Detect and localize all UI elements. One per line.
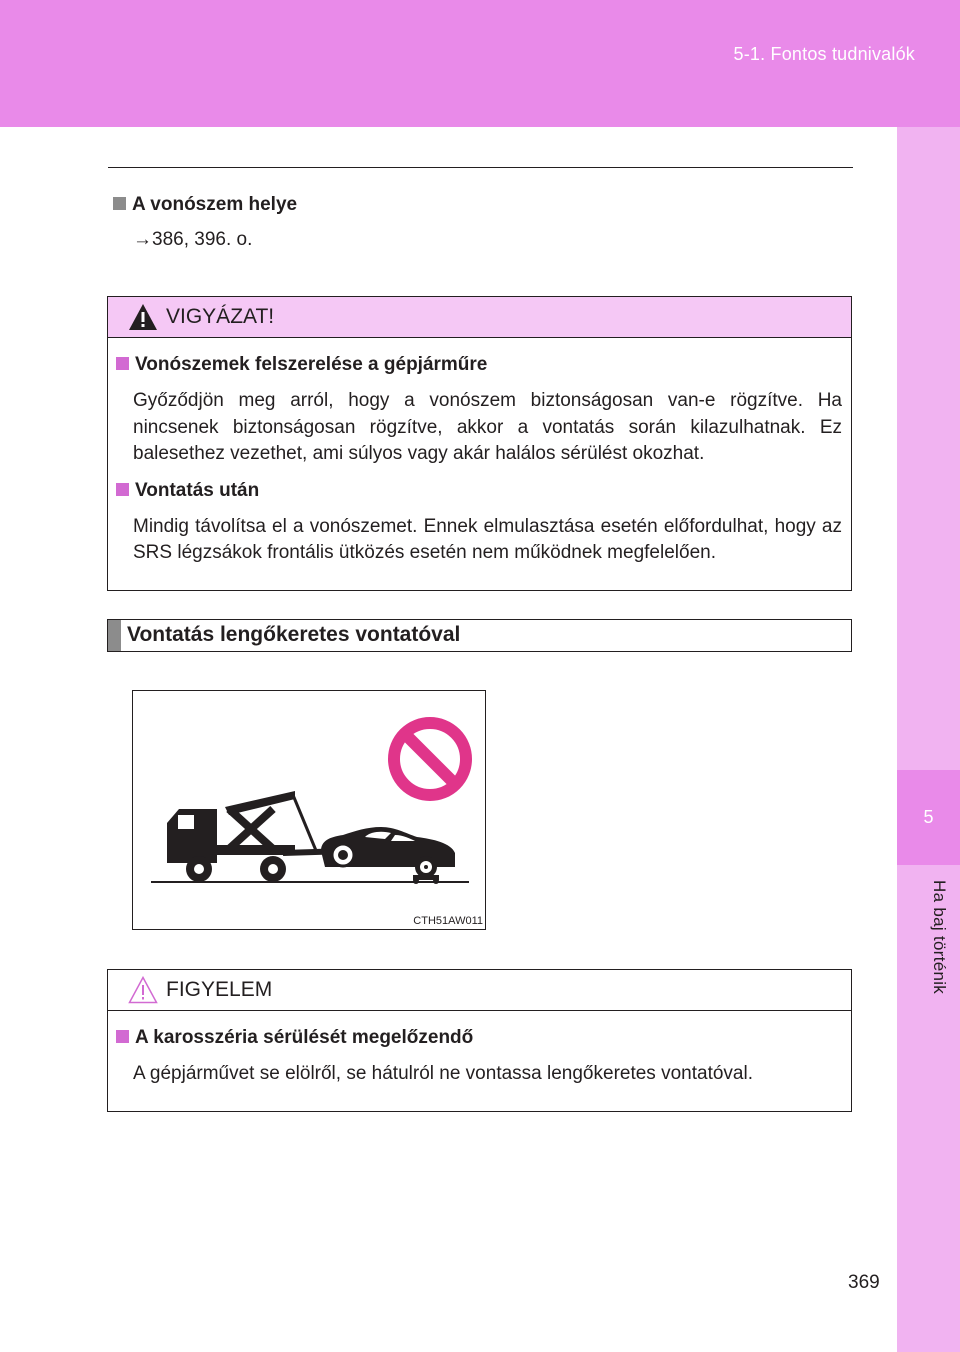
square-bullet-icon: [116, 357, 129, 370]
warning-box: [107, 296, 852, 591]
page-number: 369: [848, 1272, 880, 1293]
figure-code: CTH51AW011: [413, 915, 483, 927]
heading-text: A vonószem helye: [132, 194, 298, 215]
notice-label: FIGYELEM: [166, 978, 273, 1001]
divider: [108, 167, 853, 168]
square-bullet-icon: [116, 483, 129, 496]
tow-truck-illustration: [132, 690, 486, 930]
warning-triangle-icon: [128, 303, 158, 331]
notice-box-body: [108, 1011, 851, 1088]
warning-item-title: Vontatás után: [116, 480, 842, 502]
notice-box-header: [108, 970, 851, 1011]
wheel-lift-towing-prohibited-icon: [133, 691, 485, 929]
notice-item-text: A gépjárművet se elölről, se hátulról ne vontassa lengőkeretes vontatóval.: [133, 1063, 753, 1084]
notice-box: [107, 969, 852, 1112]
caution-triangle-icon: [128, 976, 158, 1004]
side-tab-number[interactable]: 5: [897, 770, 960, 865]
square-bullet-icon: [116, 1030, 129, 1043]
warning-label: VIGYÁZAT!: [166, 305, 275, 328]
warning-box-body: [108, 338, 851, 567]
warning-box-header: [108, 297, 851, 338]
square-bullet-icon: [113, 197, 126, 210]
side-tab: [897, 127, 960, 1352]
section-accent: [108, 620, 121, 651]
warning-item-text: Győződjön meg arról, hogy a vonószem biztonságosan van-e rögzítve. Ha nincsenek biztonságosan rögzítve, akkor a vontatás során kilazulhatnak. Ez balesethez vezethet, ami súlyos vagy akár halálos sérülést okozhat.: [133, 390, 842, 464]
eyelet-location-section: [113, 194, 297, 251]
eyelet-location-heading: [113, 194, 297, 216]
chapter-title: 5-1. Fontos tudnivalók: [733, 44, 915, 64]
side-tab-label: Ha baj történik: [930, 880, 949, 995]
warning-item-title: Vonószemek felszerelése a gépjárműre: [116, 354, 842, 376]
page-reference[interactable]: →386, 396. o.: [133, 229, 253, 250]
section-heading-bar: [107, 619, 852, 652]
section-heading: Vontatás lengőkeretes vontatóval: [127, 623, 461, 646]
notice-item-title: A karosszéria sérülését megelőzendő: [116, 1027, 842, 1049]
warning-item-text: Mindig távolítsa el a vonószemet. Ennek elmulasztása esetén előfordulhat, hogy az SRS légzsákok frontális ütközés esetén nem működnek megfelelően.: [133, 515, 842, 563]
